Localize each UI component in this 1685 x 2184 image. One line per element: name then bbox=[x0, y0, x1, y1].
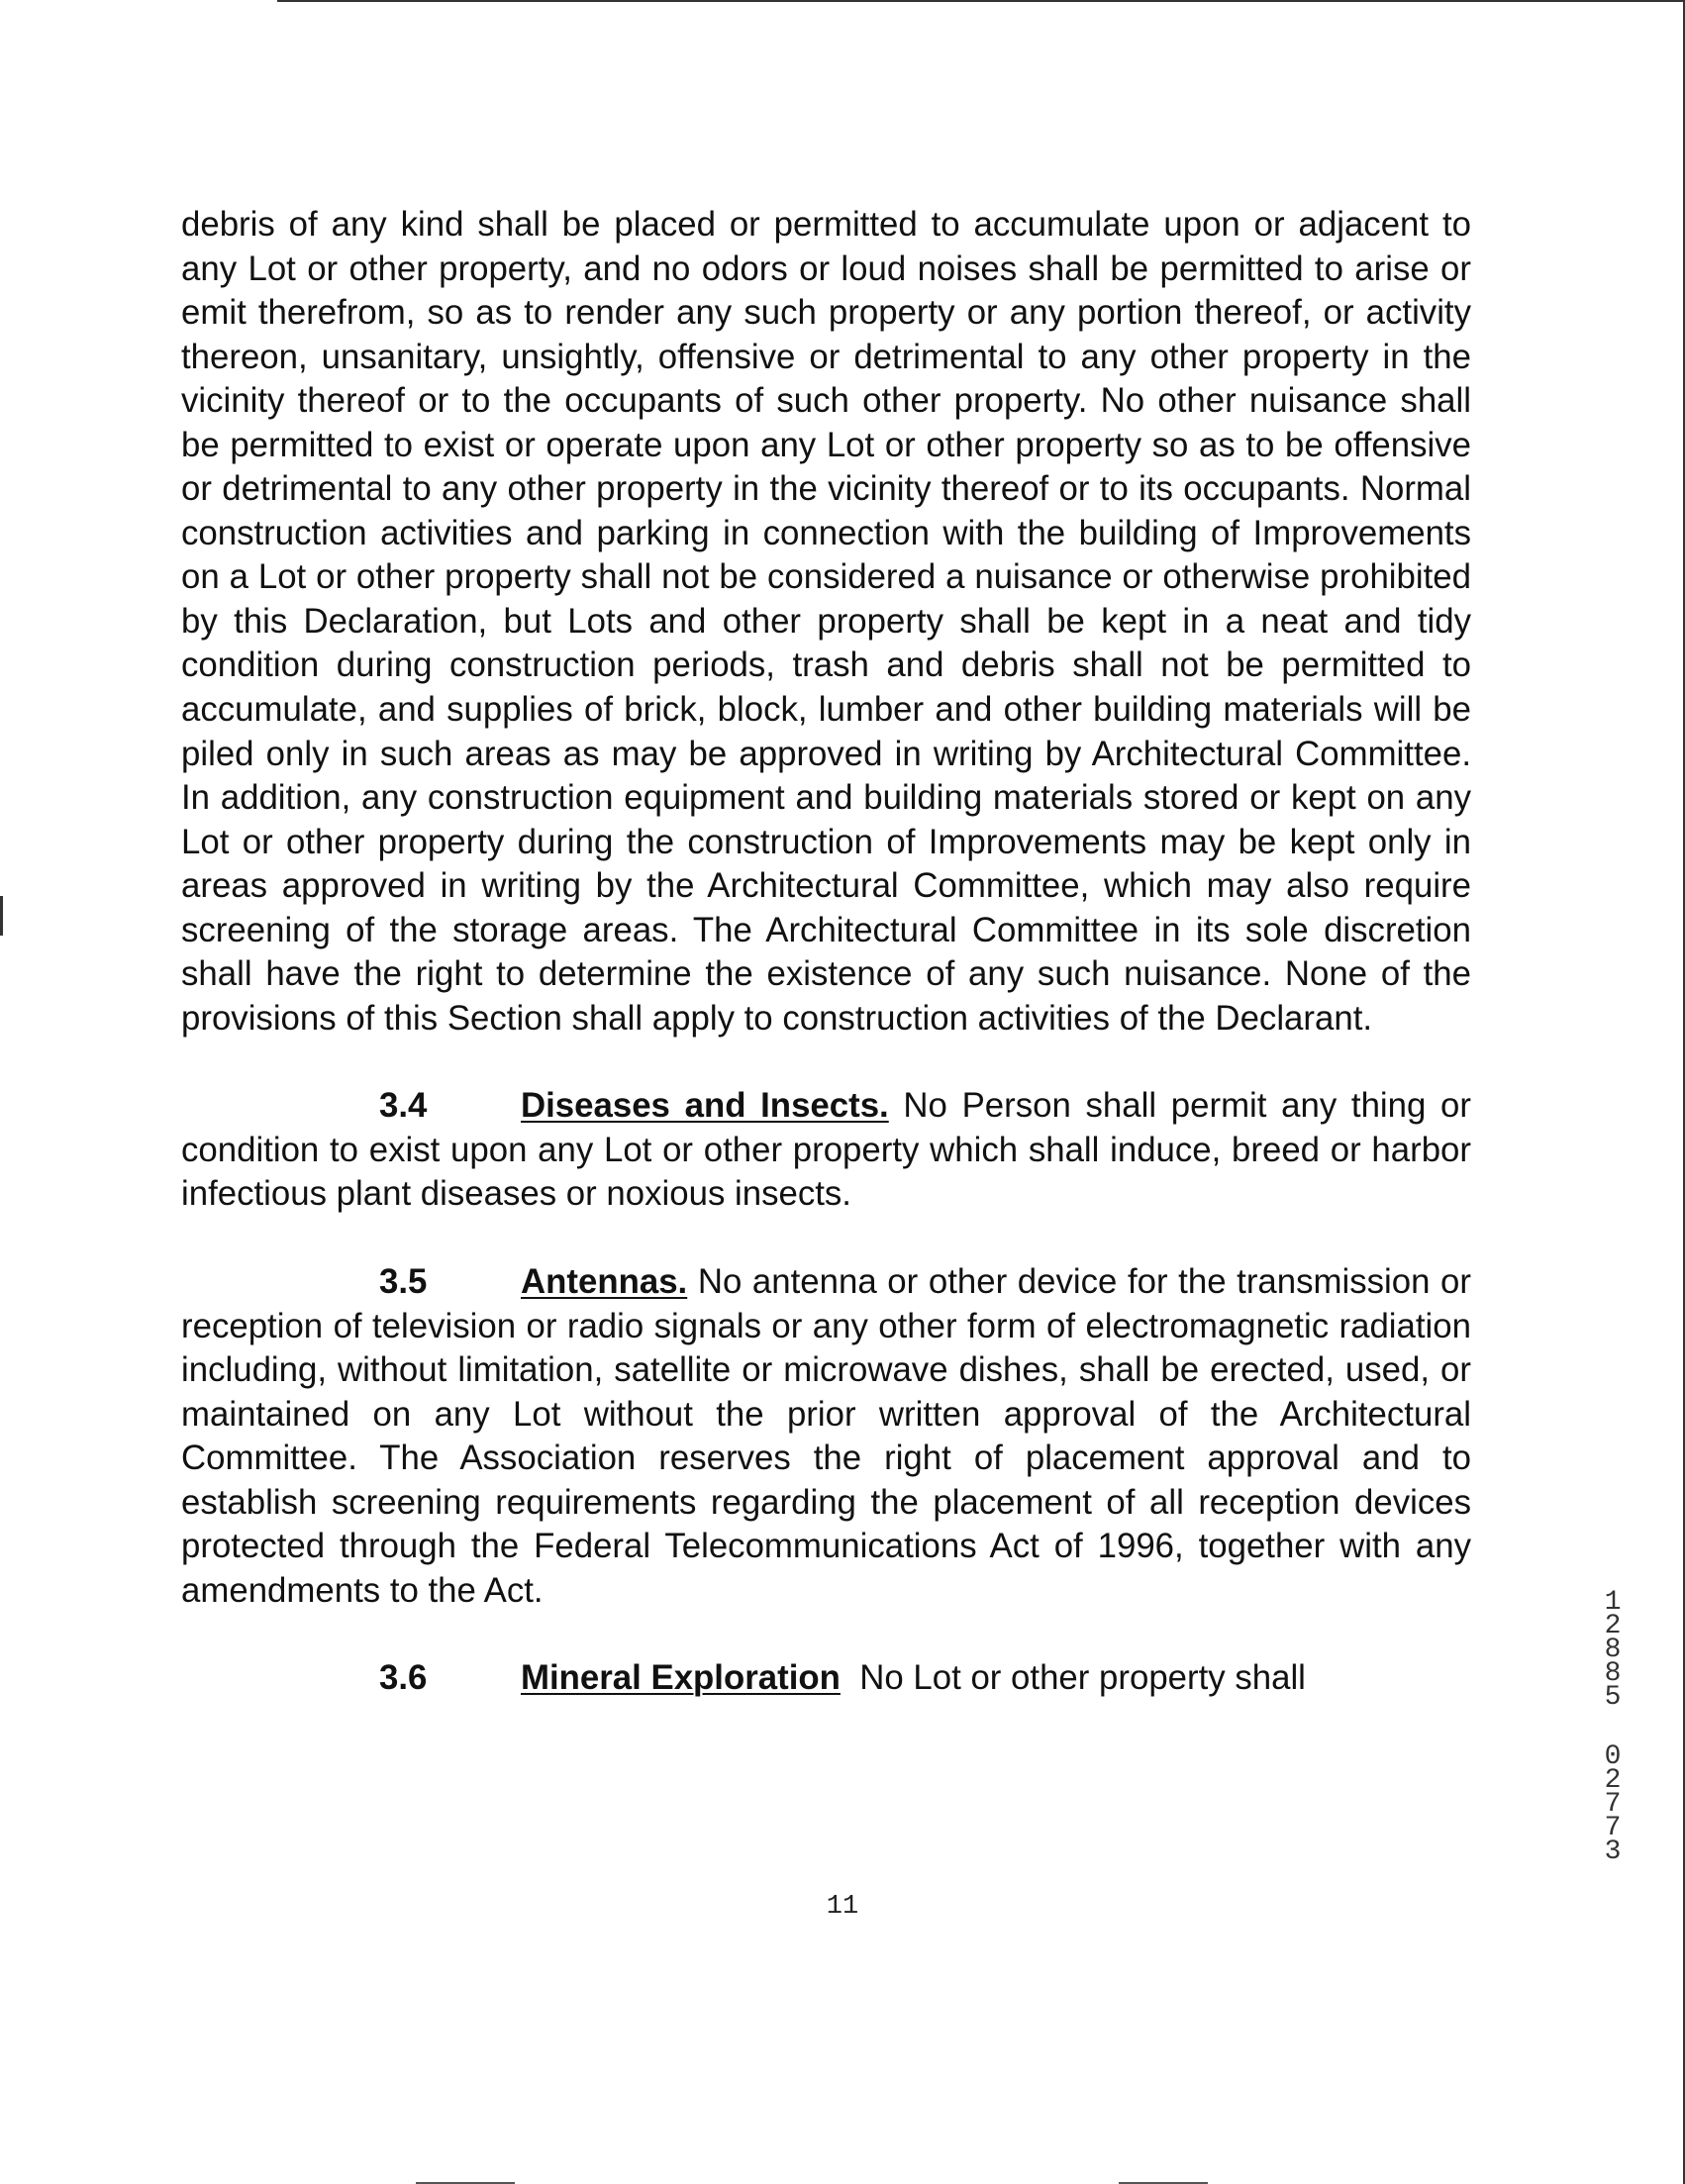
stamp-char: 3 bbox=[1604, 1837, 1622, 1867]
stamp-char: 0 bbox=[1604, 1741, 1622, 1772]
stamp-char: 2 bbox=[1604, 1611, 1622, 1641]
section-3-5 bbox=[181, 1260, 1471, 1613]
stamp-char: 5 bbox=[1604, 1682, 1622, 1713]
section-text: No Person shall permit any thing or condition to exist upon any Lot or other property which shall induce, breed or harbor infectious plant diseases or noxious insects. bbox=[181, 1086, 1471, 1214]
document-body bbox=[181, 203, 1471, 1701]
section-number: 3.5 bbox=[379, 1262, 428, 1302]
continuation-paragraph: debris of any kind shall be placed or permitted to accumulate upon or adjacent to any Lot or other property, and no odors or loud noises shall be permitted to arise or emit therefrom, so as to render any such property or any portion thereof, or activity thereon, unsanitary, unsightly, offensive or detrimental to any other property in the vicinity thereof or to the occupants of such other property. No other nuisance shall be permitted to exist or operate upon any Lot or other property so as to be offensive or detrimental to any other property in the vicinity thereof or to its occupants. Normal construction activities and parking in connection with the building of Improvements on a Lot or other property shall not be considered a nuisance or otherwise prohibited by this Declaration, but Lots and other property shall be kept in a neat and tidy condition during construction periods, trash and debris shall not be permitted to accumulate, and supplies of brick, block, lumber and other building materials will be piled only in such areas as may be approved in writing by Architectural Committee. In addition, any construction equipment and building materials stored or kept on any Lot or other property during the construction of Improvements may be kept only in areas approved in writing by the Architectural Committee, which may also require screening of the storage areas. The Architectural Committee in its sole discretion shall have the right to determine the existence of any such nuisance. None of the provisions of this Section shall apply to construction activities of the Declarant. bbox=[181, 205, 1471, 1038]
section-title: Antennas. bbox=[521, 1262, 688, 1302]
scan-border-top bbox=[277, 0, 1685, 2]
section-3-6 bbox=[181, 1656, 1471, 1701]
section-3-4 bbox=[181, 1084, 1471, 1217]
section-text: No Lot or other property shall bbox=[859, 1658, 1306, 1698]
stamp-char: 8 bbox=[1604, 1635, 1622, 1665]
stamp-char: 1 bbox=[1604, 1587, 1622, 1618]
section-title: Diseases and Insects. bbox=[521, 1086, 889, 1126]
stamp-char: 2 bbox=[1604, 1765, 1622, 1796]
section-number: 3.6 bbox=[379, 1658, 428, 1698]
stamp-char: 7 bbox=[1604, 1789, 1622, 1820]
scan-mark-left bbox=[0, 896, 3, 936]
stamp-gap bbox=[1598, 1710, 1628, 1745]
page-number: 11 bbox=[826, 1892, 859, 1922]
stamp-char: 7 bbox=[1604, 1813, 1622, 1843]
stamp-char: 8 bbox=[1604, 1658, 1622, 1689]
section-text: No antenna or other device for the transmission or reception of television or radio signals or any other form of electromagnetic radiation including, without limitation, satellite or microwave dishes, shall be erected, used, or maintained on any Lot without the prior written approval of the Architectural Committee. The Association reserves the right of placement approval and to establish screening requirements regarding the placement of all reception devices protected through the Federal Telecommunications Act of 1996, together with any amendments to the Act. bbox=[181, 1262, 1471, 1610]
section-number: 3.4 bbox=[379, 1086, 428, 1126]
section-title: Mineral Exploration bbox=[521, 1658, 841, 1698]
recording-stamp bbox=[1598, 1587, 1628, 1867]
